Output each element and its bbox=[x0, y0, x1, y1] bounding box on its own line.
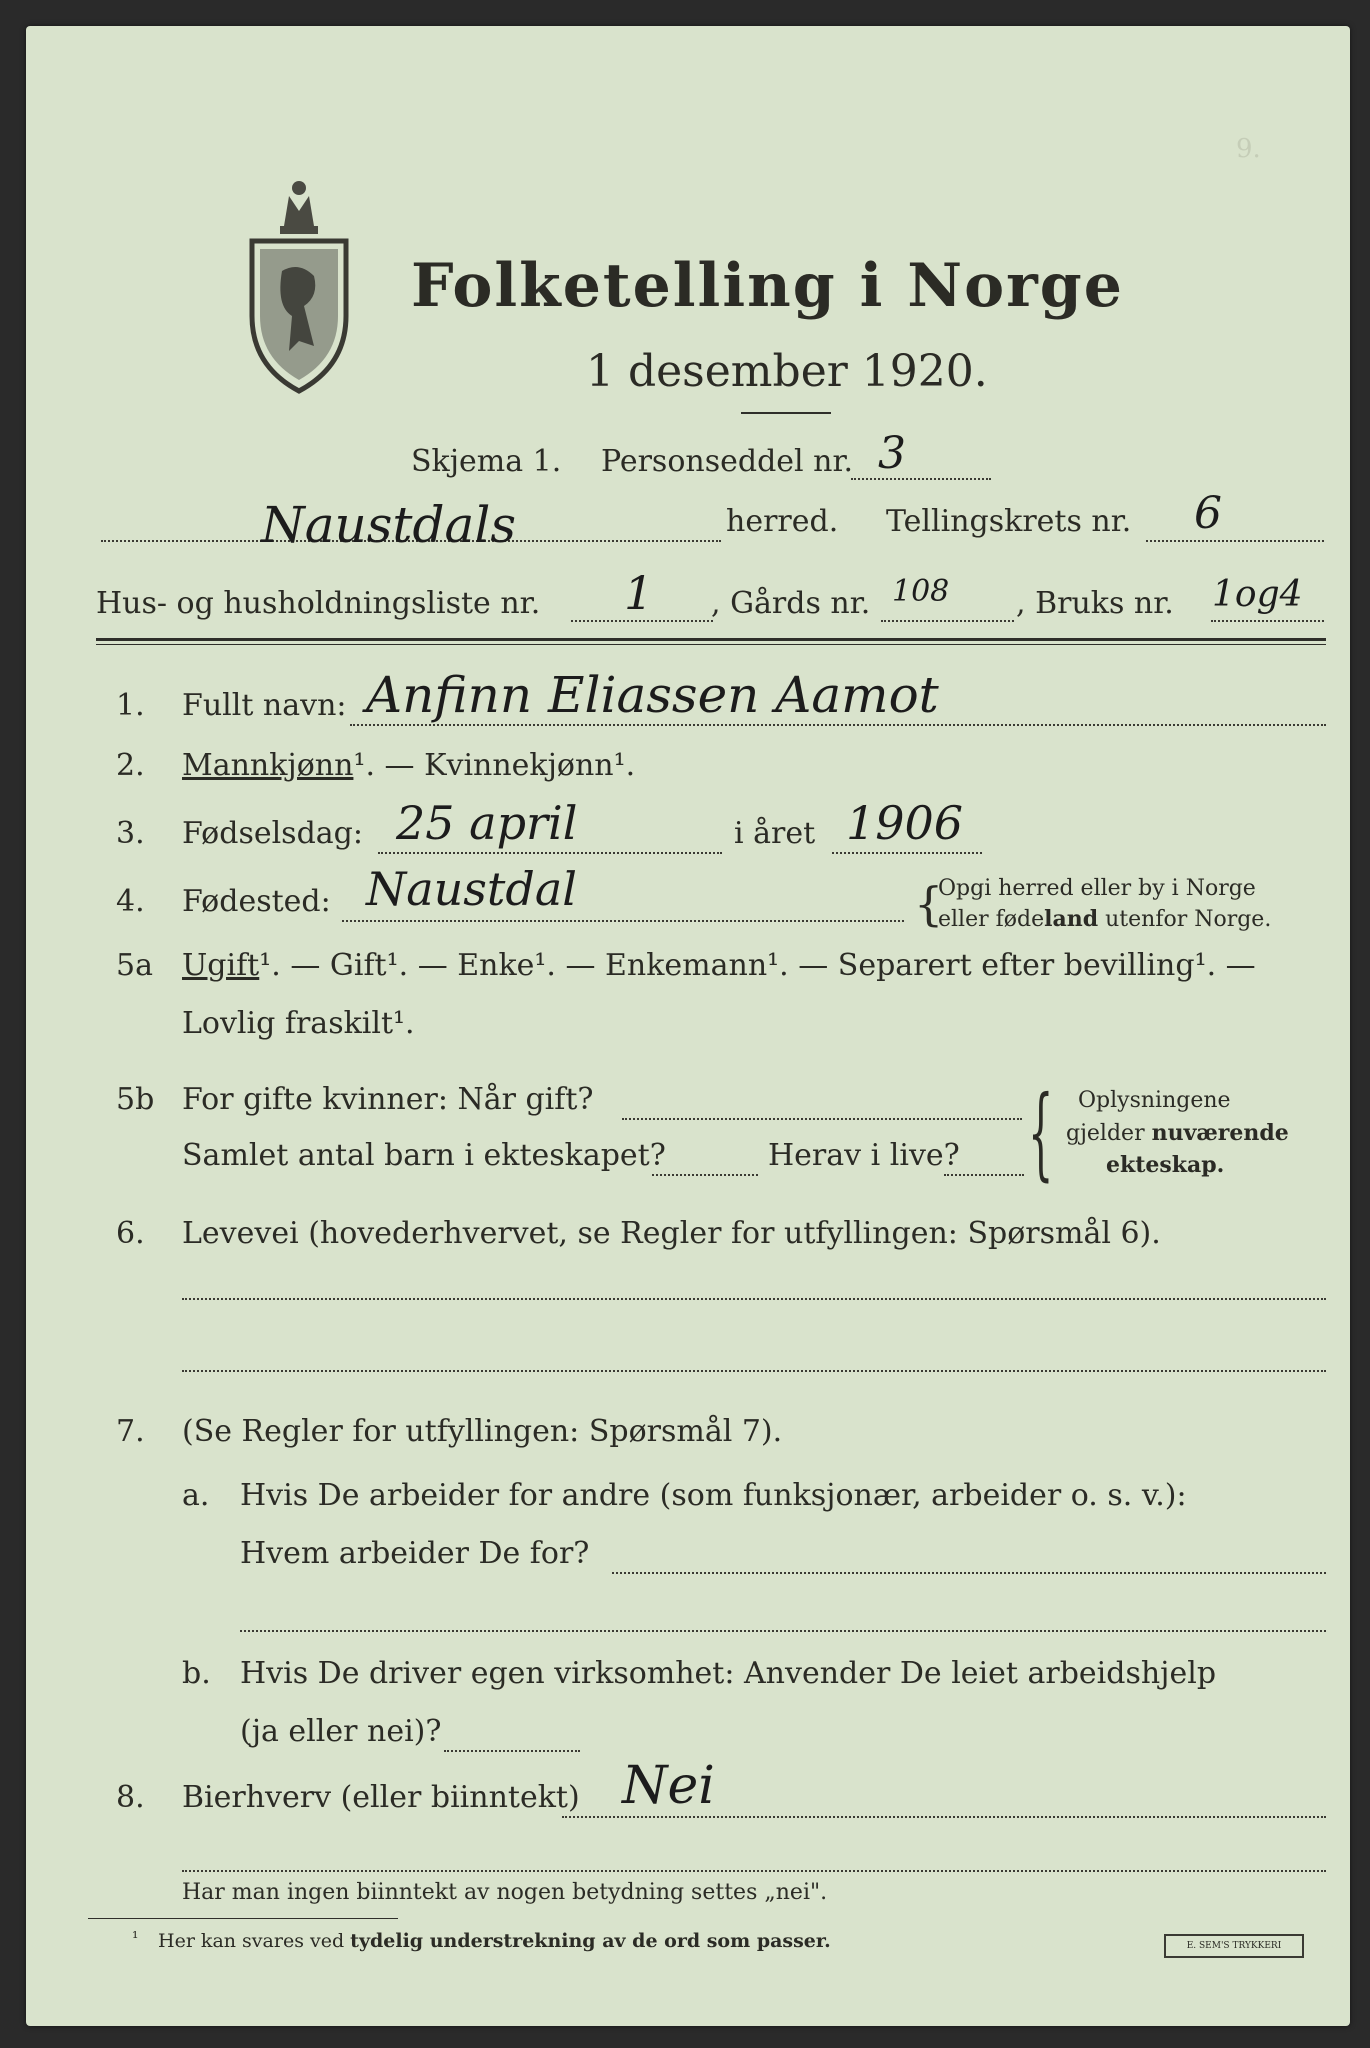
q5a-number: 5a bbox=[116, 948, 153, 983]
husholdningsliste-line bbox=[571, 620, 713, 622]
herred-label: herred. bbox=[726, 504, 839, 539]
q8-number: 8. bbox=[116, 1780, 145, 1815]
gender-separator: ¹. — bbox=[353, 748, 425, 783]
q3-number: 3. bbox=[116, 816, 145, 851]
full-name-value[interactable]: Anfinn Eliassen Aamot bbox=[366, 666, 939, 724]
birthplace-value[interactable]: Naustdal bbox=[366, 862, 577, 916]
children-label: Samlet antal barn i ekteskapet? bbox=[182, 1138, 666, 1173]
footnote-marker: ¹ bbox=[132, 1928, 139, 1947]
bruks-line bbox=[1211, 620, 1324, 622]
gender-male-option[interactable]: Mannkjønn bbox=[182, 748, 354, 783]
married-when-line bbox=[622, 1118, 1022, 1120]
q3-line bbox=[378, 852, 722, 854]
printer-stamp: E. SEM'S TRYKKERI bbox=[1164, 1934, 1304, 1958]
herred-value[interactable]: Naustdals bbox=[261, 496, 516, 554]
coat-of-arms-icon bbox=[244, 166, 354, 396]
bleed-through-text bbox=[456, 134, 1156, 160]
q6-number: 6. bbox=[116, 1216, 145, 1251]
marital-ugift-option[interactable]: Ugift bbox=[182, 948, 260, 983]
q4-note-2: eller fødeland utenfor Norge. bbox=[938, 906, 1272, 932]
form-subtitle: 1 desember 1920. bbox=[586, 346, 988, 397]
footnote-rule bbox=[88, 1918, 398, 1919]
q7-label: (Se Regler for utfyllingen: Spørsmål 7). bbox=[182, 1414, 783, 1449]
q5b-note-1: Oplysningene bbox=[1078, 1088, 1231, 1113]
q6-line-2[interactable] bbox=[182, 1370, 1326, 1372]
q1-label: Fullt navn: bbox=[182, 688, 347, 723]
q8-label: Bierhverv (eller biinntekt) bbox=[182, 1780, 580, 1815]
footer-note: Har man ingen biinntekt av nogen betydning settes „nei". bbox=[182, 1880, 828, 1905]
q5b-label: For gifte kvinner: Når gift? bbox=[182, 1082, 594, 1117]
q3-year-line bbox=[832, 852, 982, 854]
gards-value[interactable]: 108 bbox=[892, 574, 950, 609]
gards-label: , Gårds nr. bbox=[711, 586, 871, 621]
q7-number: 7. bbox=[116, 1414, 145, 1449]
personseddel-label: Personseddel nr. bbox=[601, 444, 854, 479]
marital-other-options[interactable]: ¹. — Gift¹. — Enke¹. — Enkemann¹. — Separert efter bevilling¹. — bbox=[259, 948, 1256, 983]
q6-line-1[interactable] bbox=[182, 1298, 1326, 1300]
q2-number: 2. bbox=[116, 748, 145, 783]
q8-line-2[interactable] bbox=[182, 1870, 1326, 1872]
title-divider bbox=[741, 412, 831, 414]
hired-help-line[interactable] bbox=[444, 1750, 580, 1752]
q3-year-label: i året bbox=[734, 816, 816, 851]
header-separator bbox=[96, 638, 1326, 641]
gender-options bbox=[182, 748, 635, 783]
form-title: Folketelling i Norge bbox=[411, 251, 1124, 321]
personseddel-value[interactable]: 3 bbox=[878, 428, 906, 479]
alive-line bbox=[944, 1174, 1024, 1176]
employer-line-2[interactable] bbox=[240, 1630, 1326, 1632]
bleed-through-text: 9. bbox=[1236, 134, 1261, 164]
birth-year-value[interactable]: 1906 bbox=[846, 796, 964, 850]
q7b-letter: b. bbox=[182, 1656, 211, 1691]
census-form bbox=[26, 26, 1350, 2026]
children-line bbox=[652, 1174, 758, 1176]
tellingskrets-value[interactable]: 6 bbox=[1194, 488, 1222, 539]
q4-note-1: Opgi herred eller by i Norge bbox=[938, 876, 1256, 901]
alive-label: Herav i live? bbox=[768, 1138, 960, 1173]
birthday-value[interactable]: 25 april bbox=[396, 796, 578, 850]
personseddel-line bbox=[851, 478, 991, 480]
bruks-label: , Bruks nr. bbox=[1016, 586, 1174, 621]
q4-brace: { bbox=[914, 877, 944, 931]
q4-line bbox=[342, 920, 904, 922]
q7a-question: Hvem arbeider De for? bbox=[240, 1536, 590, 1571]
marital-fraskilt-option[interactable]: Lovlig fraskilt¹. bbox=[182, 1006, 415, 1041]
q6-label: Levevei (hovederhvervet, se Regler for utfyllingen: Spørsmål 6). bbox=[182, 1216, 1161, 1251]
q1-number: 1. bbox=[116, 688, 145, 723]
husholdningsliste-label: Hus- og husholdningsliste nr. bbox=[96, 586, 541, 621]
bruks-value[interactable]: 1og4 bbox=[1212, 574, 1303, 615]
marital-options bbox=[182, 948, 1256, 983]
q7b-question: (ja eller nei)? bbox=[240, 1714, 442, 1749]
side-income-value[interactable]: Nei bbox=[622, 1756, 715, 1816]
q5b-brace: { bbox=[1028, 1074, 1054, 1191]
q1-line bbox=[350, 724, 1326, 726]
header-separator-thin bbox=[96, 644, 1326, 645]
employer-line[interactable] bbox=[612, 1572, 1326, 1574]
footnote-text: Her kan svares ved tydelig understrekning av de ord som passer. bbox=[158, 1930, 831, 1952]
schema-label: Skjema 1. bbox=[411, 444, 562, 479]
q4-label: Fødested: bbox=[182, 884, 331, 919]
q7a-label: Hvis De arbeider for andre (som funksjonær, arbeider o. s. v.): bbox=[240, 1478, 1187, 1513]
q3-label: Fødselsdag: bbox=[182, 816, 363, 851]
q4-number: 4. bbox=[116, 884, 145, 919]
q7b-label: Hvis De driver egen virksomhet: Anvender De leiet arbeidshjelp bbox=[240, 1656, 1217, 1691]
tellingskrets-line bbox=[1146, 540, 1324, 542]
q5b-note-3: ekteskap. bbox=[1106, 1152, 1225, 1178]
husholdningsliste-value[interactable]: 1 bbox=[624, 566, 654, 620]
gender-female-option[interactable]: Kvinnekjønn bbox=[424, 748, 614, 783]
gender-end: ¹. bbox=[613, 748, 636, 783]
q5b-note-2: gjelder nuværende bbox=[1066, 1120, 1289, 1146]
gards-line bbox=[881, 620, 1014, 622]
q7a-letter: a. bbox=[182, 1478, 210, 1513]
q5b-number: 5b bbox=[116, 1082, 155, 1117]
q8-line bbox=[562, 1816, 1326, 1818]
tellingskrets-label: Tellingskrets nr. bbox=[886, 504, 1132, 539]
